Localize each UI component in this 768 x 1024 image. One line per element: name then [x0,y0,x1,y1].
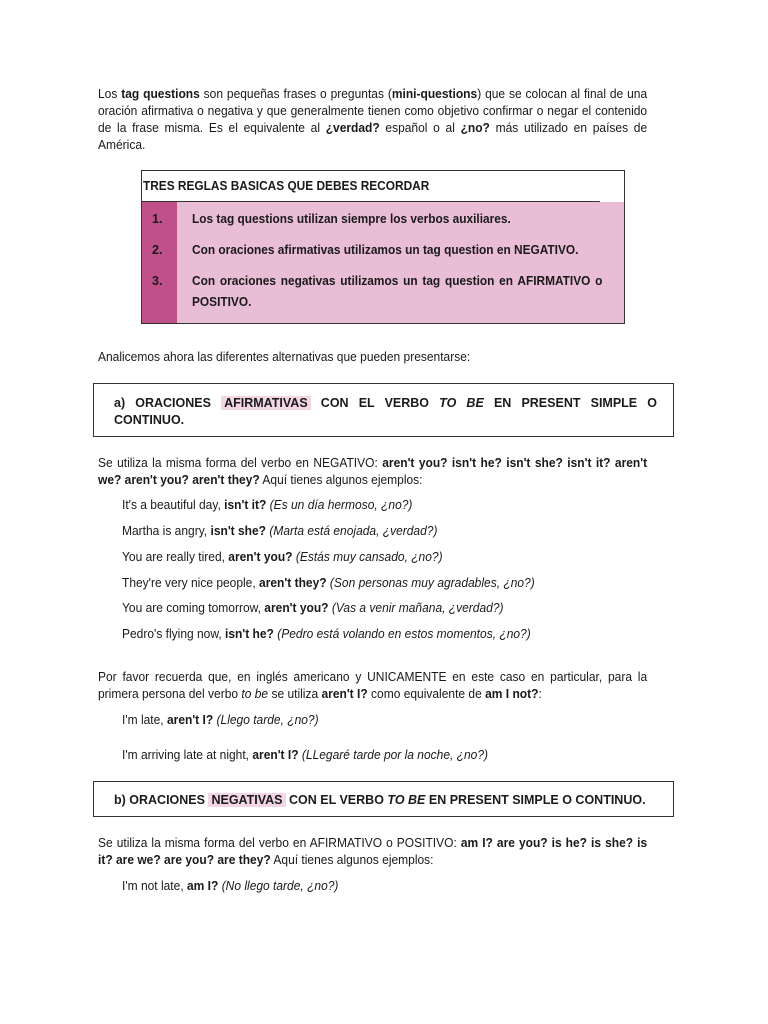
rule-text: Los tag questions utilizan siempre los verbos auxiliares. [192,212,511,226]
example-line: You are coming tomorrow, aren't you? (Vas a venir mañana, ¿verdad?) [122,601,504,615]
rule-text: Con oraciones afirmativas utilizamos un tag question en NEGATIVO. [192,243,579,257]
rules-table [141,170,625,324]
example-line: Pedro's flying now, isn't he? (Pedro está volando en estos momentos, ¿no?) [122,627,531,641]
example-line: Martha is angry, isn't she? (Marta está enojada, ¿verdad?) [122,524,438,538]
example-line: It's a beautiful day, isn't it? (Es un día hermoso, ¿no?) [122,498,413,512]
rules-body [142,202,624,323]
note-paragraph: Por favor recuerda que, en inglés americano y UNICAMENTE en este caso en particular, para la primera persona del verbo to be se utiliza aren't I? como equivalente de am I not?: [98,670,648,701]
section-a-heading: a) ORACIONES AFIRMATIVAS CON EL VERBO TO BE EN PRESENT SIMPLE O CONTINUO. [93,383,674,437]
term-no: ¿no? [460,121,490,135]
analyze-text: Analicemos ahora las diferentes alternativas que pueden presentarse: [98,350,471,364]
term-verdad: ¿verdad? [325,121,380,135]
rule-number: 3. [152,274,163,288]
example-line: They're very nice people, aren't they? (Son personas muy agradables, ¿no?) [122,576,535,590]
rules-heading: TRES REGLAS BASICAS QUE DEBES RECORDAR [142,171,600,202]
rule-text: Con oraciones negativas utilizamos un tag question en AFIRMATIVO o POSITIVO. [192,274,603,309]
example-line: You are really tired, aren't you? (Estás muy cansado, ¿no?) [122,550,443,564]
example-line: I'm arriving late at night, aren't I? (LLegaré tarde por la noche, ¿no?) [122,748,489,762]
term-mini-questions: mini-questions [391,87,478,101]
rule-number: 2. [152,243,163,257]
term-tag-questions: tag questions [121,87,200,101]
intro-paragraph: Los tag questions son pequeñas frases o preguntas (mini-questions) que se colocan al final de una oración afirmativa o negativa y que generalmente tienen como objetivo confirmar o negar el contenido de la frase misma. Es el equivalente al ¿verdad? español o al ¿no? más utilizado en países de América. [98,87,648,152]
rule-number: 1. [152,212,163,226]
example-line: I'm not late, am I? (No llego tarde, ¿no?) [122,879,339,893]
section-b-description: Se utiliza la misma forma del verbo en AFIRMATIVO o POSITIVO: am I? are you? is he? is she? is it? are we? are you? are they? Aquí tienes algunos ejemplos: [98,836,648,867]
highlight-negativas: NEGATIVAS [208,793,285,807]
section-a-description: Se utiliza la misma forma del verbo en NEGATIVO: aren't you? isn't he? isn't she? isn't it? aren't we? aren't you? aren't they? Aquí tienes algunos ejemplos: [98,456,648,487]
example-line: I'm late, aren't I? (Llego tarde, ¿no?) [122,713,319,727]
section-b-heading: b) ORACIONES NEGATIVAS CON EL VERBO TO BE EN PRESENT SIMPLE O CONTINUO. [93,781,674,817]
highlight-afirmativas: AFIRMATIVAS [221,396,311,410]
